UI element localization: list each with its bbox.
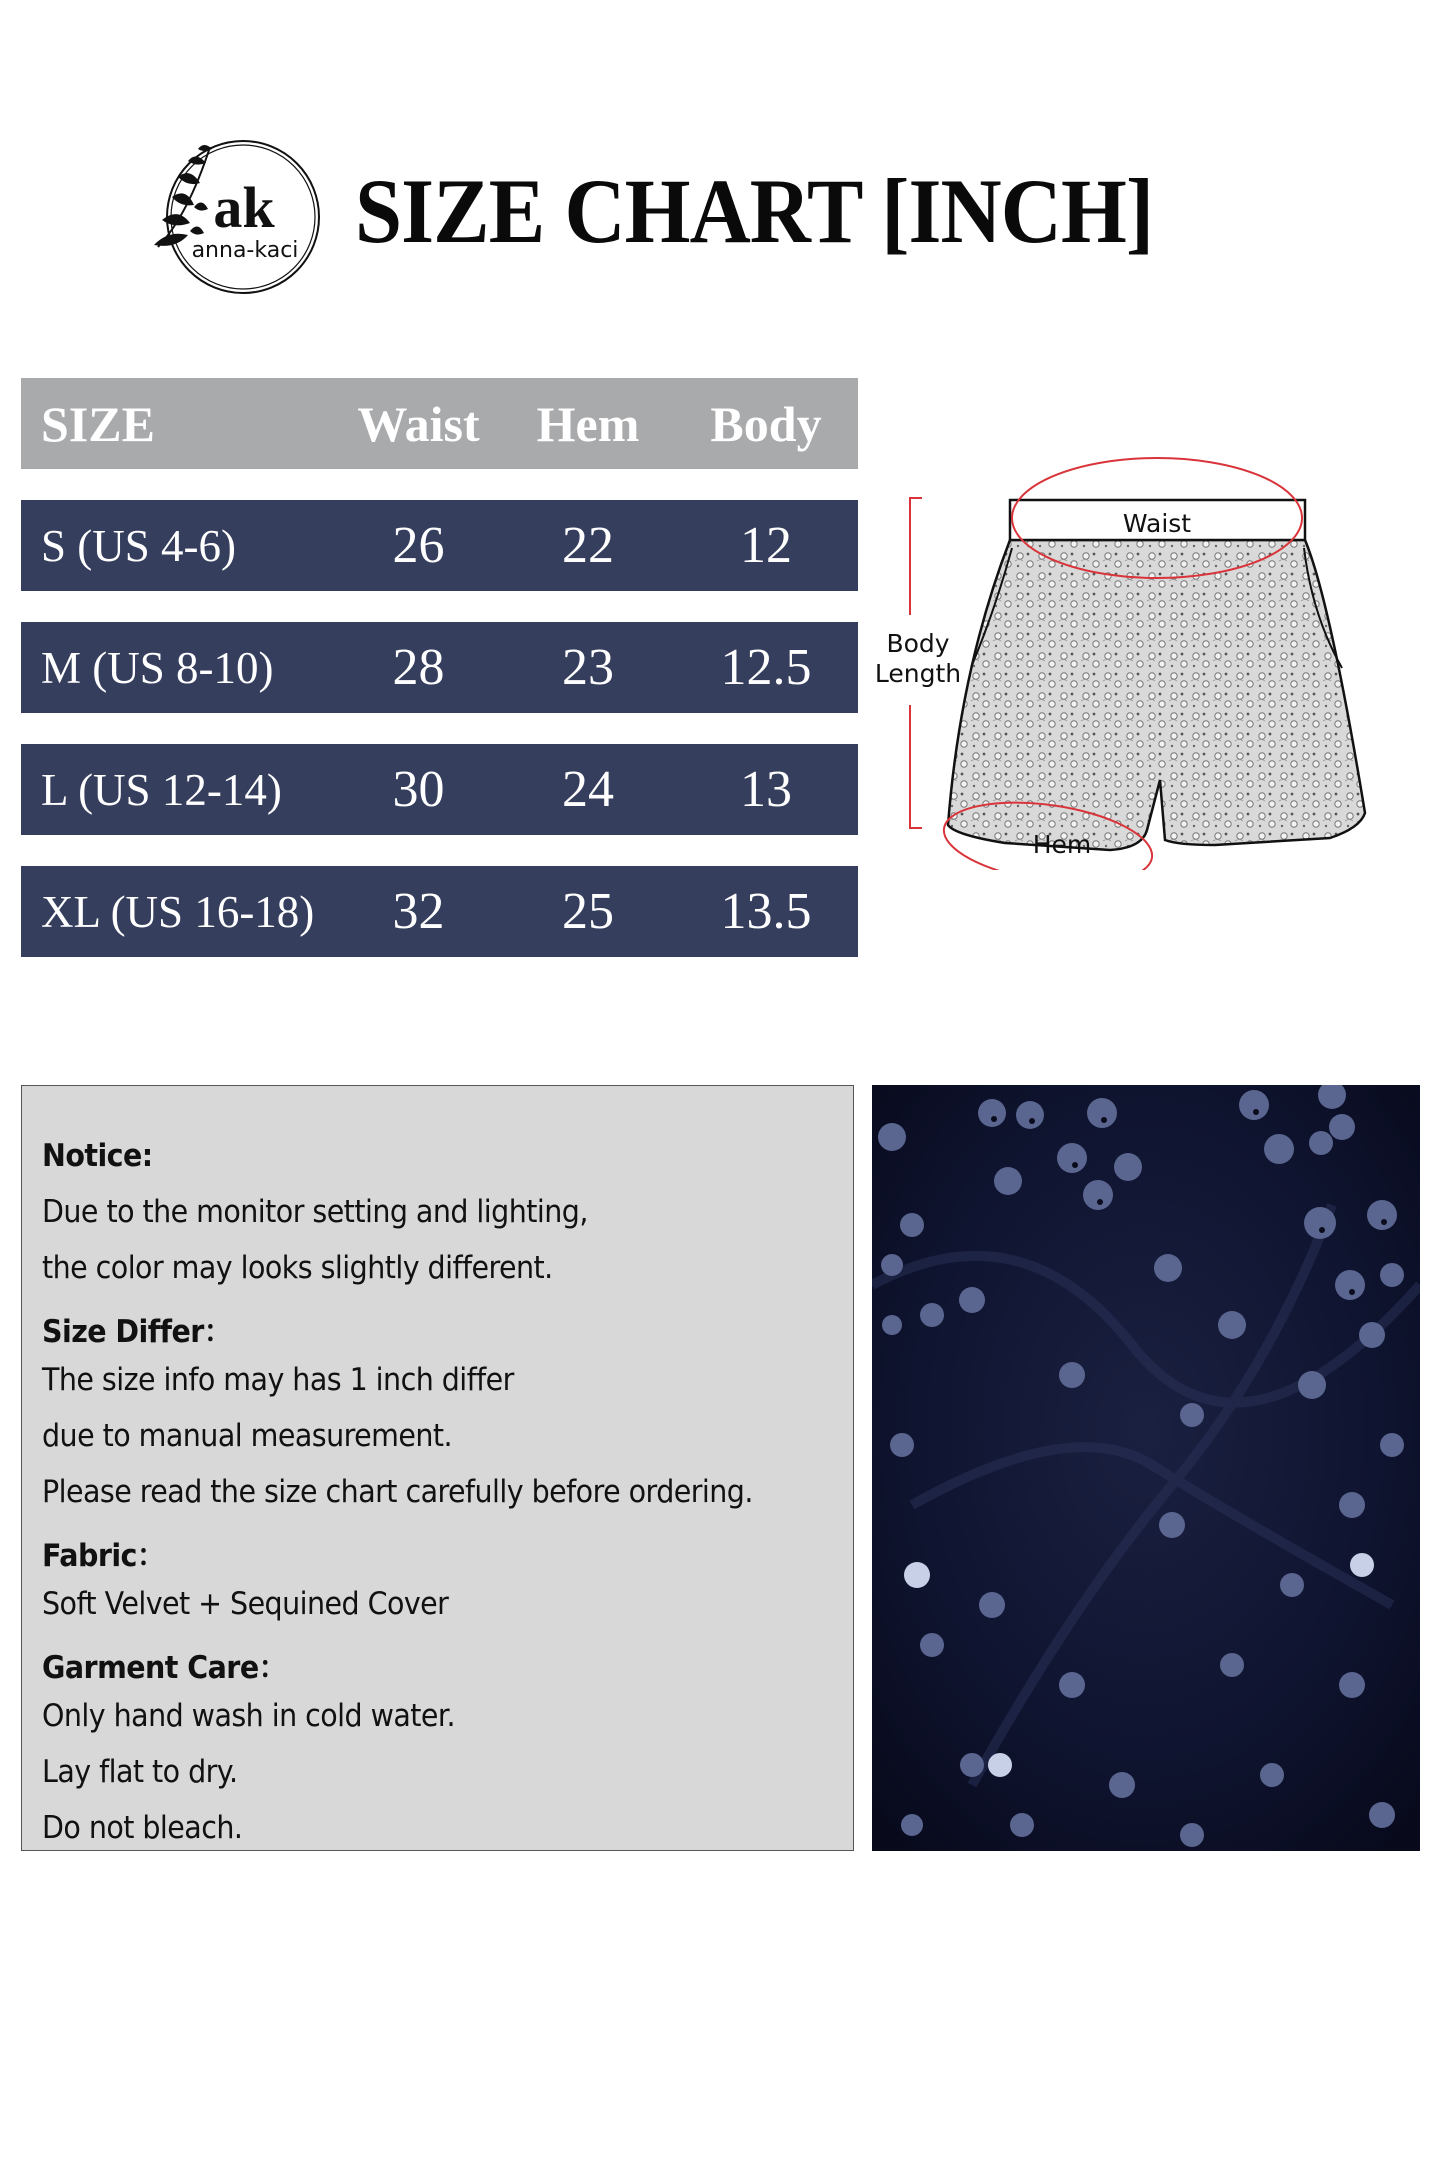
- fabric-text: Soft Velvet + Sequined Cover: [42, 1586, 449, 1622]
- shorts-measurement-diagram: [860, 450, 1440, 870]
- body-cell: 13.5: [720, 883, 812, 940]
- garment-care-text: Only hand wash in cold water.: [42, 1698, 455, 1734]
- garment-care-text: Lay flat to dry.: [42, 1754, 238, 1790]
- body-cell: 13: [740, 761, 792, 818]
- hem-cell: 24: [562, 761, 614, 818]
- hem-cell: 25: [562, 883, 614, 940]
- table-row: [21, 866, 858, 957]
- fabric-swatch-image: [872, 1085, 1420, 1851]
- table-row: [21, 500, 858, 591]
- size-cell: L (US 12-14): [41, 764, 282, 815]
- size-cell: S (US 4-6): [41, 520, 237, 571]
- notice-panel: [21, 1085, 854, 1851]
- hem-cell: 23: [562, 639, 614, 696]
- column-header-waist: Waist: [357, 395, 480, 452]
- notice-text: the color may looks slightly different.: [42, 1250, 553, 1286]
- size-differ-text: due to manual measurement.: [42, 1418, 453, 1454]
- brand-name: anna-kaci: [191, 238, 299, 263]
- brand-monogram: ak: [213, 175, 275, 240]
- column-header-hem: Hem: [536, 395, 640, 452]
- notice-heading: Notice:: [42, 1138, 153, 1174]
- table-row: [21, 622, 858, 713]
- body-cell: 12: [740, 517, 792, 574]
- sequin-fabric-icon: [872, 1085, 1420, 1851]
- fabric-heading: Fabric：: [42, 1538, 165, 1574]
- waist-cell: 26: [392, 517, 445, 574]
- column-header-size: SIZE: [41, 395, 155, 452]
- size-cell: XL (US 16-18): [41, 886, 315, 937]
- shorts-illustration-icon: [860, 450, 1440, 870]
- size-differ-text: Please read the size chart carefully before ordering.: [42, 1474, 753, 1510]
- body-cell: 12.5: [720, 639, 812, 696]
- hem-cell: 22: [562, 517, 614, 574]
- waist-label: Waist: [1122, 509, 1192, 538]
- garment-care-heading: Garment Care：: [42, 1650, 287, 1686]
- size-differ-text: The size info may has 1 inch differ: [42, 1362, 514, 1398]
- page-title: SIZE CHART [INCH]: [355, 160, 1154, 262]
- body-length-label-line2: Length: [874, 659, 962, 688]
- size-cell: M (US 8-10): [41, 642, 274, 693]
- garment-care-text: Do not bleach.: [42, 1810, 243, 1846]
- body-length-label-line1: Body: [886, 629, 950, 658]
- size-differ-heading: Size Differ：: [42, 1314, 232, 1350]
- notice-text: Due to the monitor setting and lighting,: [42, 1194, 588, 1230]
- brand-logo: [148, 135, 338, 300]
- waist-cell: 30: [392, 761, 445, 818]
- table-row: [21, 744, 858, 835]
- leaf-branch-icon: [148, 135, 338, 300]
- hem-label: Hem: [1032, 830, 1092, 859]
- waist-cell: 28: [392, 639, 445, 696]
- column-header-body: Body: [710, 395, 822, 452]
- table-header-row: [21, 378, 858, 469]
- waist-cell: 32: [392, 883, 445, 940]
